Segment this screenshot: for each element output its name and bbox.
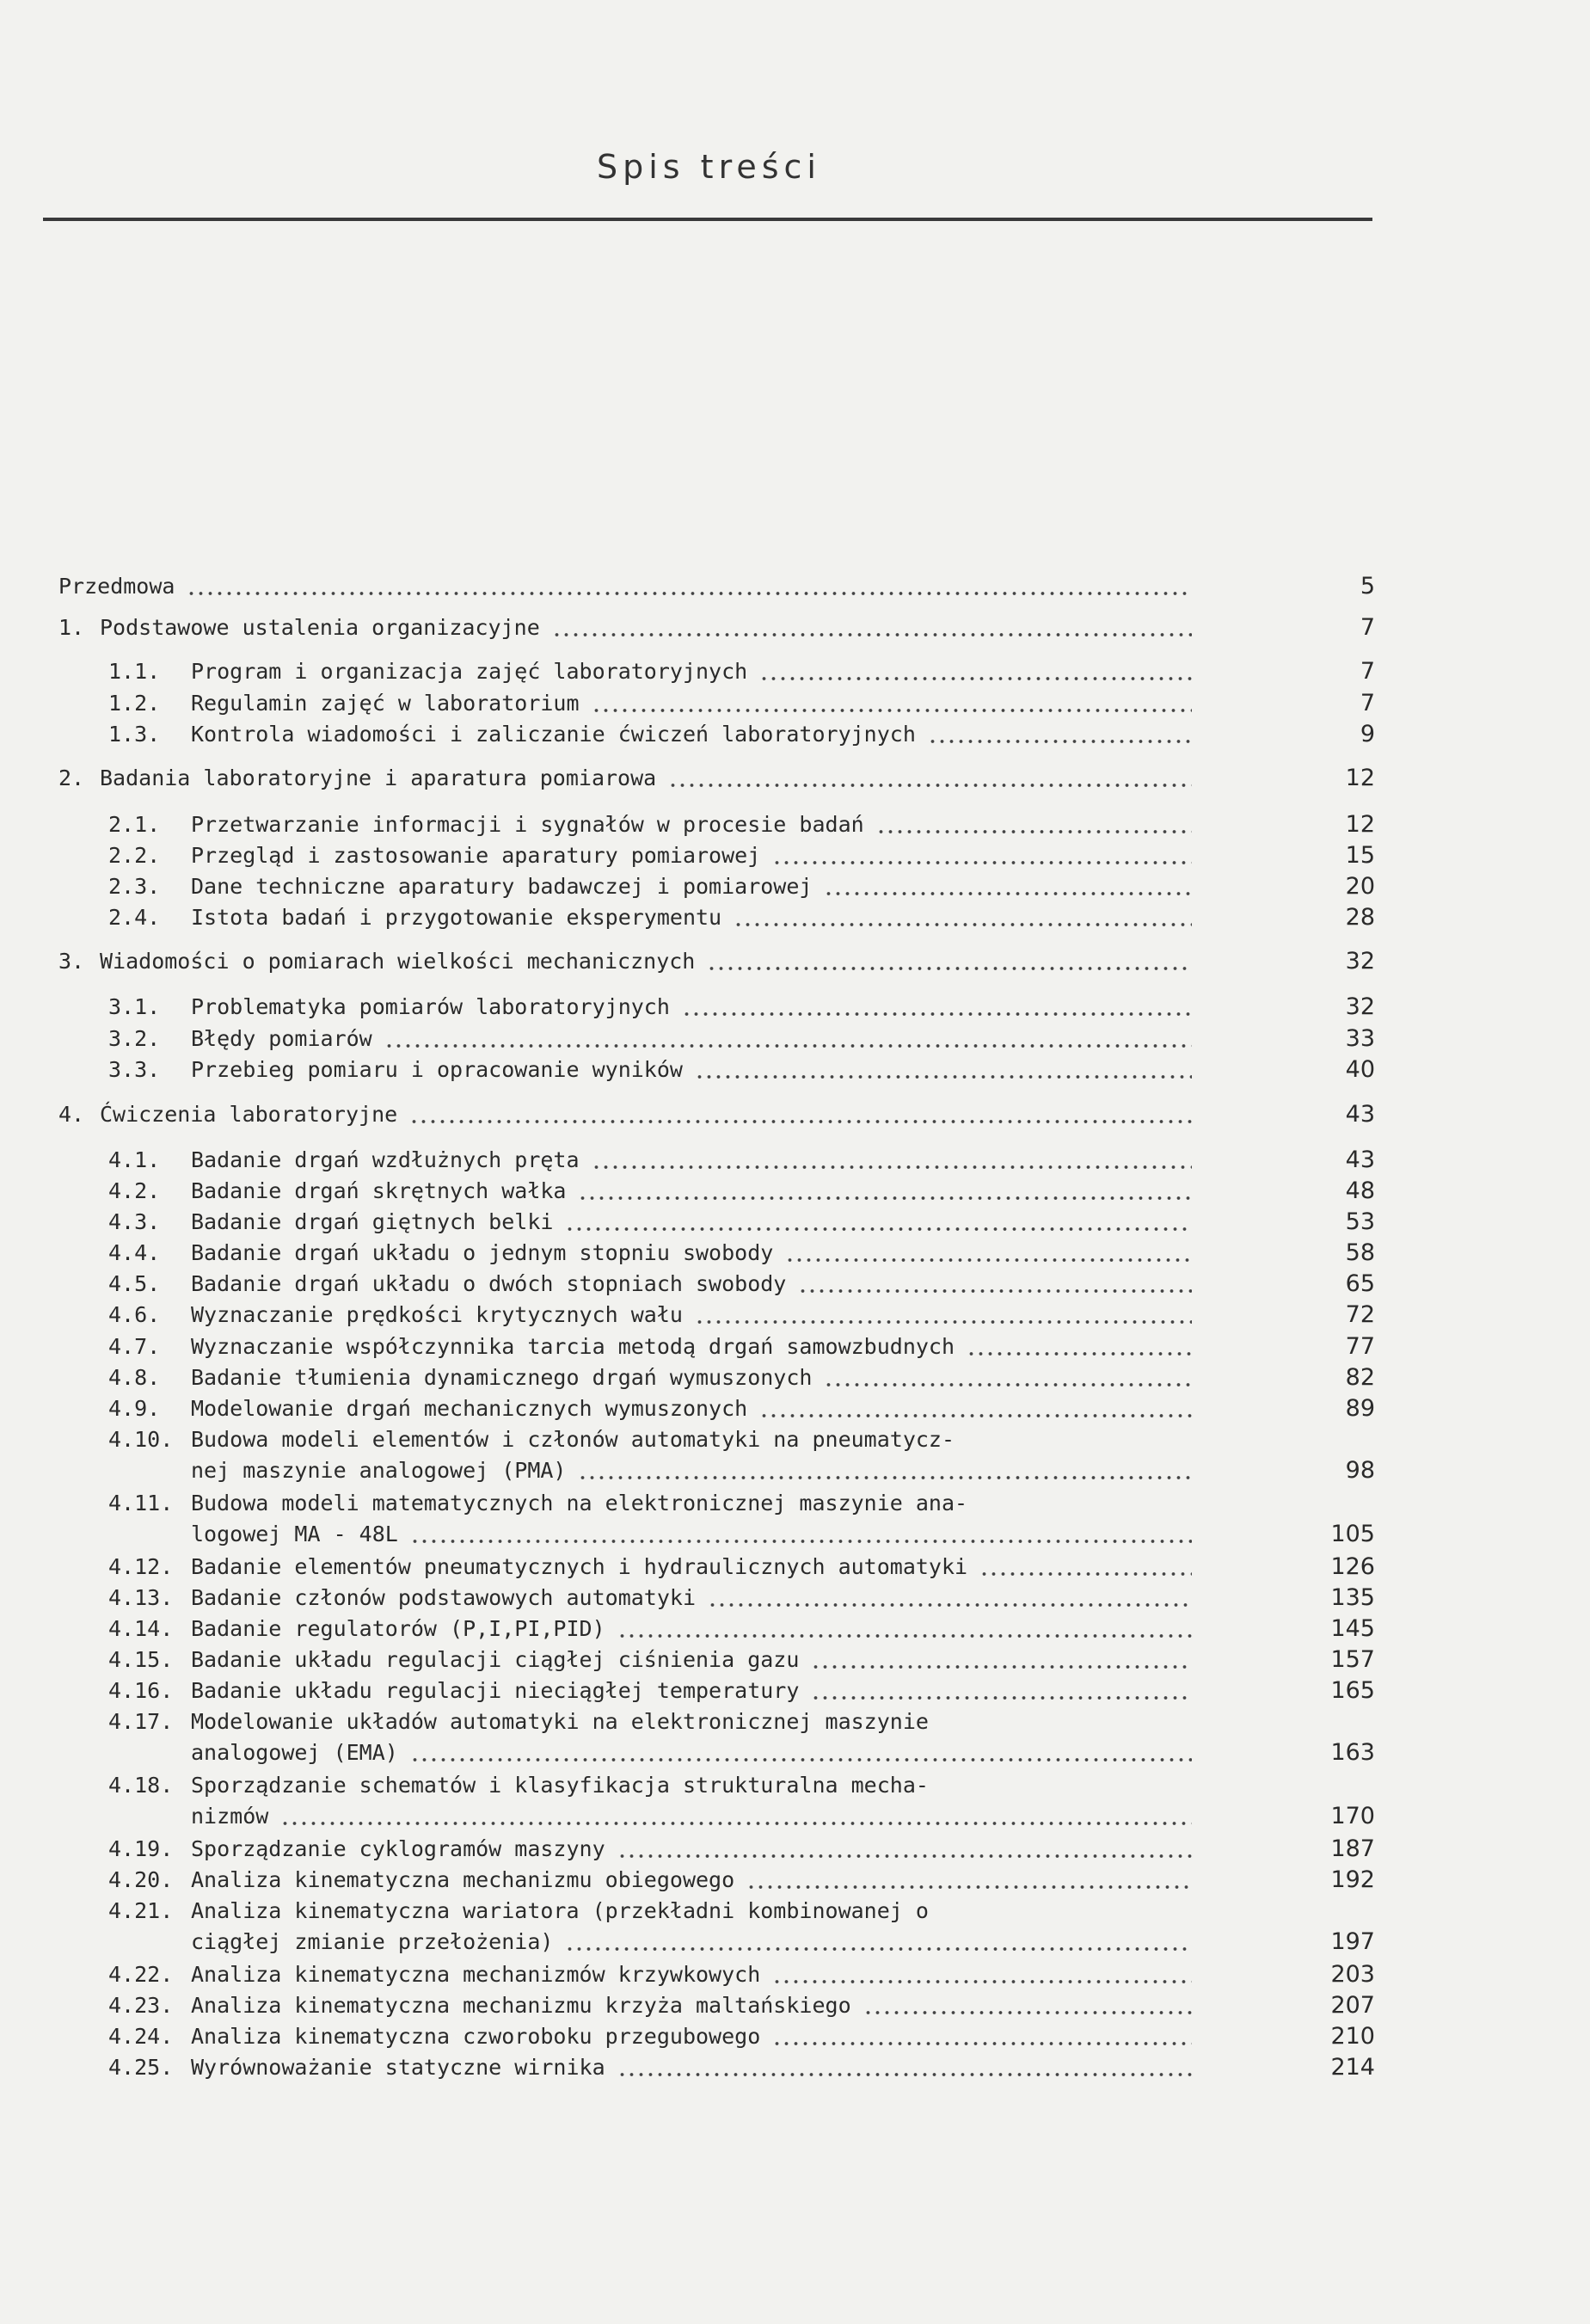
dot-leader: [695, 1300, 1192, 1331]
entry-number: 4.16.: [108, 1678, 174, 1703]
dot-leader: [967, 1331, 1192, 1362]
dot-leader: [772, 1959, 1192, 1990]
entry-page-number: 65: [1345, 1270, 1375, 1297]
entry-number: 4.2.: [108, 1178, 161, 1203]
page-title: Spis treści: [597, 148, 821, 186]
entry-title: Przedmowa: [58, 574, 175, 599]
entry-title: Istota badań i przygotowanie eksperymentu: [191, 905, 722, 930]
entry-number: 4.1.: [108, 1147, 161, 1172]
entry-title: Analiza kinematyczna wariatora (przekładni kombinowanej o: [191, 1898, 929, 1923]
toc-entry[interactable]: [0, 2052, 1590, 2083]
entry-page-number: 157: [1330, 1646, 1375, 1673]
entry-title: Przetwarzanie informacji i sygnałów w procesie badań: [191, 812, 864, 837]
entry-title: Badanie drgań układu o jednym stopniu swobody: [191, 1240, 774, 1265]
entry-title: Analiza kinematyczna czworoboku przegubowego: [191, 2024, 761, 2049]
entry-number: 4.25.: [108, 2055, 174, 2080]
dot-leader: [708, 1583, 1192, 1614]
entry-title: Sporządzanie cyklogramów maszyny: [191, 1836, 605, 1861]
dot-leader: [565, 1207, 1192, 1238]
entry-page-number: 126: [1330, 1553, 1375, 1580]
entry-page-number: 40: [1345, 1056, 1375, 1083]
entry-page-number: 12: [1345, 811, 1375, 838]
entry-number: 4.14.: [108, 1616, 174, 1641]
toc-entry[interactable]: [0, 1675, 1590, 1706]
entry-number: 2.: [58, 765, 85, 790]
entry-title: Kontrola wiadomości i zaliczanie ćwiczeń laboratoryjnych: [191, 722, 916, 747]
entry-title: Badanie drgań wzdłużnych pręta: [191, 1147, 580, 1172]
entry-number: 4.24.: [108, 2024, 174, 2049]
dot-leader: [798, 1269, 1192, 1300]
toc-entry[interactable]: [0, 1959, 1590, 1990]
entry-number: 2.2.: [108, 843, 161, 868]
entry-title: Badanie układu regulacji ciągłej ciśnienia gazu: [191, 1647, 800, 1672]
entry-title: Dane techniczne aparatury badawczej i pomiarowej: [191, 874, 813, 899]
dot-leader: [410, 1519, 1192, 1550]
dot-leader: [734, 902, 1192, 933]
entry-number: 3.2.: [108, 1026, 161, 1051]
entry-page-number: 197: [1330, 1928, 1375, 1955]
dot-leader: [759, 1393, 1192, 1424]
entry-number: 4.22.: [108, 1962, 174, 1987]
entry-number: 4.6.: [108, 1302, 161, 1327]
entry-title: Analiza kinematyczna mechanizmu obiegowego: [191, 1867, 735, 1892]
entry-page-number: 203: [1330, 1961, 1375, 1988]
entry-title: Podstawowe ustalenia organizacyjne: [100, 615, 540, 640]
toc-entry[interactable]: [0, 1054, 1590, 1085]
entry-number: 3.: [58, 949, 85, 974]
toc-entry[interactable]: [0, 992, 1590, 1023]
toc-entry[interactable]: [0, 571, 1590, 602]
toc-entry[interactable]: [0, 1706, 1590, 1766]
entry-title-continuation: nizmów: [191, 1804, 269, 1829]
toc-entry[interactable]: [0, 1865, 1590, 1896]
dot-leader: [876, 809, 1192, 840]
entry-number: 4.: [58, 1102, 85, 1127]
dot-leader: [617, 1834, 1192, 1865]
entry-page-number: 58: [1345, 1239, 1375, 1266]
entry-page-number: 32: [1345, 993, 1375, 1020]
dot-leader: [578, 1455, 1192, 1486]
toc-entry[interactable]: [0, 1207, 1590, 1238]
toc-entry[interactable]: [0, 1024, 1590, 1054]
entry-page-number: 135: [1330, 1584, 1375, 1611]
dot-leader: [772, 2021, 1192, 2052]
entry-number: 4.17.: [108, 1709, 174, 1734]
entry-page-number: 98: [1345, 1457, 1375, 1484]
entry-number: 4.21.: [108, 1898, 174, 1923]
dot-leader: [772, 840, 1192, 871]
entry-page-number: 9: [1360, 721, 1375, 747]
toc-entry[interactable]: [0, 1552, 1590, 1583]
entry-number: 4.8.: [108, 1365, 161, 1390]
toc-entry[interactable]: [0, 1269, 1590, 1300]
entry-number: 4.15.: [108, 1647, 174, 1672]
toc-entry[interactable]: [0, 1614, 1590, 1645]
entry-title: Wyrównoważanie statyczne wirnika: [191, 2055, 605, 2080]
entry-title: Analiza kinematyczna mechanizmów krzywkowych: [191, 1962, 761, 1987]
entry-title: Badanie układu regulacji nieciągłej temperatury: [191, 1678, 800, 1703]
entry-page-number: 32: [1345, 948, 1375, 974]
entry-page-number: 53: [1345, 1208, 1375, 1235]
entry-page-number: 192: [1330, 1866, 1375, 1893]
entry-title: Analiza kinematyczna mechanizmu krzyża maltańskiego: [191, 1993, 851, 2018]
entry-title: Wyznaczanie współczynnika tarcia metodą drgań samowzbudnych: [191, 1334, 955, 1359]
entry-number: 1.2.: [108, 691, 161, 716]
toc-entry[interactable]: [0, 1145, 1590, 1176]
toc-entry[interactable]: [0, 1300, 1590, 1331]
toc-entry[interactable]: [0, 1362, 1590, 1393]
dot-leader: [384, 1024, 1192, 1054]
entry-title: Badanie drgań układu o dwóch stopniach swobody: [191, 1271, 787, 1296]
entry-number: 1.: [58, 615, 85, 640]
entry-page-number: 165: [1330, 1677, 1375, 1704]
dot-leader: [280, 1801, 1192, 1832]
entry-title: Badania laboratoryjne i aparatura pomiarowa: [100, 765, 657, 790]
toc-entry[interactable]: [0, 840, 1590, 871]
toc-entry[interactable]: [0, 1583, 1590, 1614]
entry-number: 4.11.: [108, 1491, 174, 1516]
dot-leader: [682, 992, 1192, 1023]
entry-title: Badanie członów podstawowych automatyki: [191, 1585, 696, 1610]
entry-page-number: 145: [1330, 1615, 1375, 1642]
toc-entry[interactable]: [0, 656, 1590, 687]
entry-number: 4.7.: [108, 1334, 161, 1359]
dot-leader: [707, 946, 1192, 977]
dot-leader: [410, 1737, 1192, 1768]
entry-page-number: 82: [1345, 1364, 1375, 1391]
dot-leader: [617, 1614, 1192, 1645]
entry-page-number: 214: [1330, 2054, 1375, 2081]
dot-leader: [928, 719, 1192, 750]
entry-title-continuation: analogowej (EMA): [191, 1740, 398, 1765]
entry-title: Budowa modeli elementów i członów automatyki na pneumatycz-: [191, 1427, 955, 1452]
entry-page-number: 28: [1345, 904, 1375, 931]
entry-title: Badanie drgań skrętnych wałka: [191, 1178, 567, 1203]
toc-entry[interactable]: [0, 809, 1590, 840]
entry-title: Błędy pomiarów: [191, 1026, 372, 1051]
entry-number: 4.18.: [108, 1773, 174, 1798]
toc-entry[interactable]: [0, 902, 1590, 933]
entry-title: Badanie drgań giętnych belki: [191, 1209, 554, 1234]
entry-number: 4.13.: [108, 1585, 174, 1610]
entry-title: Modelowanie układów automatyki na elektronicznej maszynie: [191, 1709, 929, 1734]
entry-page-number: 7: [1360, 614, 1375, 641]
entry-title: Budowa modeli matematycznych na elektronicznej maszynie ana-: [191, 1491, 968, 1516]
entry-title: Sporządzanie schematów i klasyfikacja strukturalna mecha-: [191, 1773, 929, 1798]
toc-entry[interactable]: [0, 1176, 1590, 1207]
dot-leader: [668, 763, 1192, 794]
entry-page-number: 7: [1360, 690, 1375, 716]
dot-leader: [785, 1238, 1192, 1269]
entry-page-number: 7: [1360, 658, 1375, 685]
entry-number: 4.3.: [108, 1209, 161, 1234]
dot-leader: [863, 1990, 1192, 2021]
entry-number: 1.3.: [108, 722, 161, 747]
entry-page-number: 5: [1360, 573, 1375, 599]
toc-entry[interactable]: [0, 946, 1590, 977]
toc-entry[interactable]: [0, 1238, 1590, 1269]
entry-page-number: 43: [1345, 1101, 1375, 1128]
toc-entry[interactable]: [0, 688, 1590, 719]
dot-leader: [409, 1099, 1192, 1130]
entry-number: 1.1.: [108, 659, 161, 684]
dot-leader: [187, 571, 1192, 602]
entry-page-number: 187: [1330, 1835, 1375, 1862]
entry-title: Badanie tłumienia dynamicznego drgań wymuszonych: [191, 1365, 813, 1390]
dot-leader: [824, 871, 1192, 902]
entry-number: 2.1.: [108, 812, 161, 837]
entry-title: Wyznaczanie prędkości krytycznych wału: [191, 1302, 683, 1327]
entry-number: 4.19.: [108, 1836, 174, 1861]
entry-page-number: 12: [1345, 765, 1375, 791]
dot-leader: [811, 1645, 1192, 1675]
dot-leader: [565, 1927, 1192, 1958]
dot-leader: [811, 1675, 1192, 1706]
toc-entry[interactable]: [0, 1990, 1590, 2021]
entry-page-number: 170: [1330, 1803, 1375, 1829]
entry-title-continuation: ciągłej zmianie przełożenia): [191, 1929, 554, 1954]
entry-page-number: 89: [1345, 1395, 1375, 1422]
entry-page-number: 48: [1345, 1177, 1375, 1204]
entry-title: Wiadomości o pomiarach wielkości mechanicznych: [100, 949, 696, 974]
entry-title: Badanie elementów pneumatycznych i hydraulicznych automatyki: [191, 1554, 968, 1579]
dot-leader: [617, 2052, 1192, 2083]
toc-entry[interactable]: [0, 2021, 1590, 2052]
entry-page-number: 77: [1345, 1333, 1375, 1360]
entry-title: Badanie regulatorów (P,I,PI,PID): [191, 1616, 605, 1641]
dot-leader: [759, 656, 1192, 687]
toc-entry[interactable]: [0, 871, 1590, 902]
entry-page-number: 20: [1345, 873, 1375, 900]
entry-number: 4.9.: [108, 1396, 161, 1421]
entry-number: 2.3.: [108, 874, 161, 899]
entry-number: 4.12.: [108, 1554, 174, 1579]
toc-entry[interactable]: [0, 763, 1590, 794]
entry-number: 3.1.: [108, 994, 161, 1019]
entry-title: Ćwiczenia laboratoryjne: [100, 1102, 398, 1127]
entry-page-number: 72: [1345, 1301, 1375, 1328]
entry-number: 3.3.: [108, 1057, 161, 1082]
toc-entry[interactable]: [0, 1393, 1590, 1424]
toc-entry[interactable]: [0, 612, 1590, 643]
toc-entry[interactable]: [0, 1896, 1590, 1955]
dot-leader: [746, 1865, 1192, 1896]
entry-page-number: 15: [1345, 842, 1375, 869]
dot-leader: [979, 1552, 1192, 1583]
entry-title: Problematyka pomiarów laboratoryjnych: [191, 994, 670, 1019]
entry-number: 4.20.: [108, 1867, 174, 1892]
dot-leader: [695, 1054, 1192, 1085]
entry-title: Przebieg pomiaru i opracowanie wyników: [191, 1057, 683, 1082]
entry-number: 4.10.: [108, 1427, 174, 1452]
entry-title: Program i organizacja zajęć laboratoryjnych: [191, 659, 748, 684]
dot-leader: [552, 612, 1192, 643]
entry-title: Modelowanie drgań mechanicznych wymuszonych: [191, 1396, 748, 1421]
entry-page-number: 207: [1330, 1992, 1375, 2019]
toc-entry[interactable]: [0, 1424, 1590, 1484]
toc-entry[interactable]: [0, 1488, 1590, 1547]
toc-entry[interactable]: [0, 1099, 1590, 1130]
dot-leader: [824, 1362, 1192, 1393]
entry-number: 4.4.: [108, 1240, 161, 1265]
entry-page-number: 163: [1330, 1739, 1375, 1766]
entry-number: 2.4.: [108, 905, 161, 930]
entry-page-number: 33: [1345, 1025, 1375, 1052]
entry-number: 4.5.: [108, 1271, 161, 1296]
toc-entry[interactable]: [0, 1770, 1590, 1829]
entry-title-continuation: logowej MA - 48L: [191, 1522, 398, 1546]
entry-title-continuation: nej maszynie analogowej (PMA): [191, 1458, 567, 1483]
entry-page-number: 210: [1330, 2023, 1375, 2050]
entry-page-number: 43: [1345, 1147, 1375, 1173]
toc-entry[interactable]: [0, 1645, 1590, 1675]
dot-leader: [592, 1145, 1193, 1176]
dot-leader: [592, 688, 1193, 719]
entry-number: 4.23.: [108, 1993, 174, 2018]
toc-entry[interactable]: [0, 1331, 1590, 1362]
dot-leader: [578, 1176, 1192, 1207]
entry-title: Przegląd i zastosowanie aparatury pomiarowej: [191, 843, 761, 868]
toc-entry[interactable]: [0, 1834, 1590, 1865]
entry-page-number: 105: [1330, 1521, 1375, 1547]
entry-title: Regulamin zajęć w laboratorium: [191, 691, 580, 716]
toc-entry[interactable]: [0, 719, 1590, 750]
